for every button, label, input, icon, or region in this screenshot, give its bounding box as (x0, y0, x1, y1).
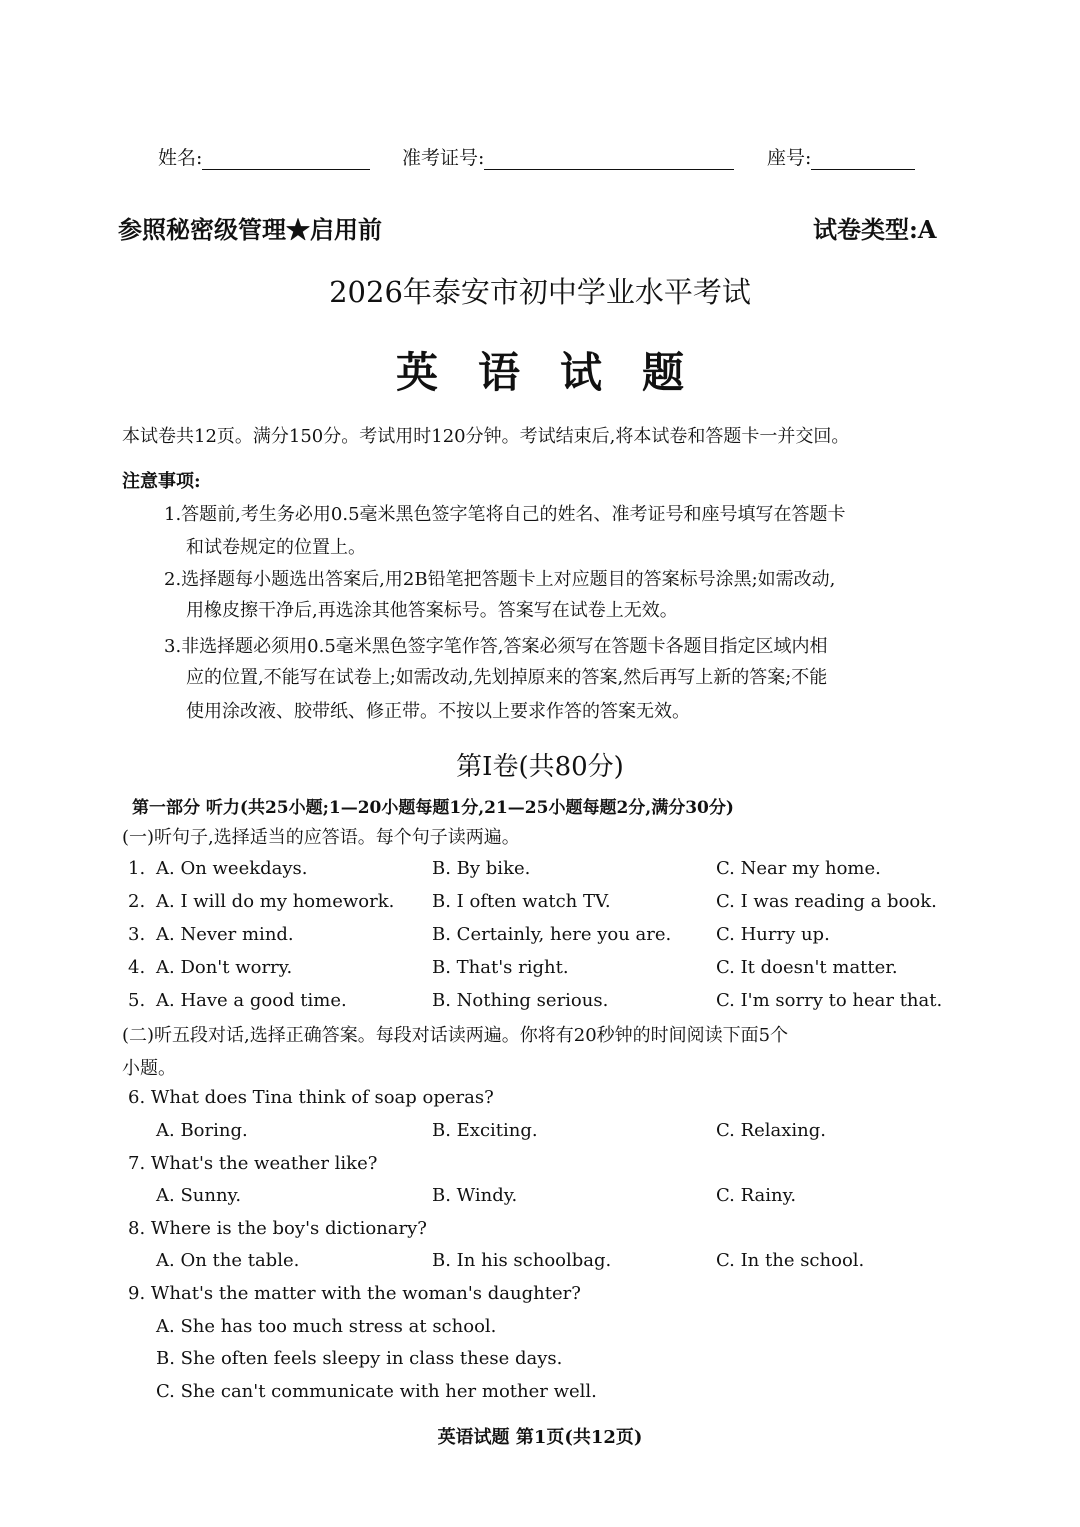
notice-item-1-line-2: 和试卷规定的位置上。 (186, 537, 366, 558)
sub-section-2-title-line-2: 小题。 (122, 1058, 176, 1079)
q1-option-b: B. By bike. (432, 858, 531, 879)
q1-option-c: C. Near my home. (716, 858, 881, 879)
q7-option-c: C. Rainy. (716, 1185, 797, 1206)
q9-option-a: A. She has too much stress at school. (156, 1316, 497, 1337)
candidate-info-row (0, 143, 1080, 177)
q2-option-c: C. I was reading a book. (716, 891, 937, 912)
subject-title: 英语试题 (395, 348, 724, 397)
q6-stem: 6. What does Tina think of soap operas? (128, 1087, 494, 1108)
q3-option-c: C. Hurry up. (716, 924, 830, 945)
q5-option-a: A. Have a good time. (156, 990, 347, 1011)
ticket-label: 准考证号: (402, 147, 485, 169)
q3-option-a: A. Never mind. (156, 924, 294, 945)
q8-stem: 8. Where is the boy's dictionary? (128, 1218, 427, 1239)
q2-number: 2. (128, 891, 146, 912)
ticket-field (402, 143, 734, 170)
exam-intro: 本试卷共12页。满分150分。考试用时120分钟。考试结束后,将本试卷和答题卡一并交回。 (122, 426, 850, 447)
q7-option-b: B. Windy. (432, 1185, 518, 1206)
name-blank (202, 149, 370, 170)
q1-number: 1. (128, 858, 146, 879)
q5-number: 5. (128, 990, 146, 1011)
q6-option-c: C. Relaxing. (716, 1120, 827, 1141)
notice-item-2-line-2: 用橡皮擦干净后,再选涂其他答案标号。答案写在试卷上无效。 (186, 600, 678, 621)
section-title: 第Ⅰ卷(共80分) (456, 752, 624, 782)
paper-type: 试卷类型:A (813, 215, 937, 244)
notice-item-1-line-1: 1.答题前,考生务必用0.5毫米黑色签字笔将自己的姓名、准考证号和座号填写在答题卡 (164, 504, 846, 525)
q9-option-c: C. She can't communicate with her mother well. (156, 1381, 597, 1402)
seat-label: 座号: (767, 147, 812, 169)
q8-option-c: C. In the school. (716, 1250, 865, 1271)
seat-field (767, 143, 915, 170)
q9-stem: 9. What's the matter with the woman's daughter? (128, 1283, 581, 1304)
confidential-notice: 参照秘密级管理★启用前 (118, 215, 382, 244)
notice-item-3-line-2: 应的位置,不能写在试卷上;如需改动,先划掉原来的答案,然后再写上新的答案;不能 (186, 667, 828, 688)
notice-heading: 注意事项: (122, 471, 201, 492)
notice-item-3-line-1: 3.非选择题必须用0.5毫米黑色签字笔作答,答案必须写在答题卡各题目指定区域内相 (164, 636, 828, 657)
ticket-blank (484, 149, 734, 170)
notice-item-3-line-3: 使用涂改液、胶带纸、修正带。不按以上要求作答的答案无效。 (186, 701, 690, 722)
q4-option-b: B. That's right. (432, 957, 569, 978)
q6-option-b: B. Exciting. (432, 1120, 538, 1141)
q4-number: 4. (128, 957, 146, 978)
q3-option-b: B. Certainly, here you are. (432, 924, 672, 945)
part-title: 第一部分 听力(共25小题;1—20小题每题1分,21—25小题每题2分,满分30分) (132, 798, 734, 818)
q5-option-c: C. I'm sorry to hear that. (716, 990, 943, 1011)
page-footer: 英语试题 第1页(共12页) (437, 1427, 643, 1448)
q2-option-a: A. I will do my homework. (156, 891, 395, 912)
q5-option-b: B. Nothing serious. (432, 990, 609, 1011)
q9-option-b: B. She often feels sleepy in class these days. (156, 1348, 563, 1369)
sub-section-2-title-line-1: (二)听五段对话,选择正确答案。每段对话读两遍。你将有20秒钟的时间阅读下面5个 (122, 1025, 789, 1046)
name-label: 姓名: (158, 147, 203, 169)
q8-option-a: A. On the table. (156, 1250, 300, 1271)
q6-option-a: A. Boring. (156, 1120, 248, 1141)
q2-option-b: B. I often watch TV. (432, 891, 611, 912)
q4-option-c: C. It doesn't matter. (716, 957, 898, 978)
q8-option-b: B. In his schoolbag. (432, 1250, 612, 1271)
q3-number: 3. (128, 924, 146, 945)
sub-section-1-title: (一)听句子,选择适当的应答语。每个句子读两遍。 (122, 827, 520, 848)
q1-option-a: A. On weekdays. (156, 858, 308, 879)
seat-blank (811, 149, 915, 170)
q7-stem: 7. What's the weather like? (128, 1153, 378, 1174)
notice-item-2-line-1: 2.选择题每小题选出答案后,用2B铅笔把答题卡上对应题目的答案标号涂黑;如需改动, (164, 569, 836, 590)
exam-title: 2026年泰安市初中学业水平考试 (329, 275, 751, 309)
q7-option-a: A. Sunny. (156, 1185, 242, 1206)
name-field (158, 143, 370, 170)
q4-option-a: A. Don't worry. (156, 957, 293, 978)
